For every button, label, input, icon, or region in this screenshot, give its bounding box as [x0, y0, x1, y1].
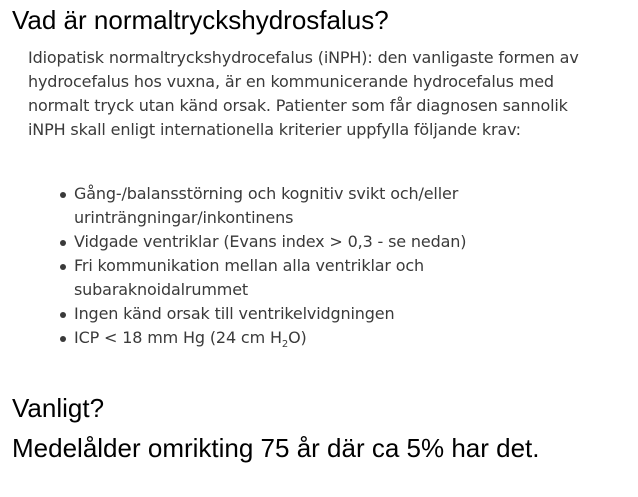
- criteria-item: Ingen känd orsak till ventrikelvidgningen: [40, 302, 600, 326]
- section-heading: Vanligt?: [12, 393, 105, 423]
- criteria-item-icp: [40, 326, 600, 350]
- icp-subscript: 2: [281, 339, 289, 351]
- page-title: Vad är normaltryckshydrosfalus?: [12, 5, 389, 35]
- icp-suffix: O): [288, 328, 307, 347]
- criteria-list: [40, 182, 600, 350]
- criteria-item: Vidgade ventriklar (Evans index > 0,3 - se nedan): [40, 230, 600, 254]
- criteria-item: Gång-/balansstörning och kognitiv svikt och/eller urinträngningar/inkontinens: [40, 182, 600, 230]
- icp-text: ICP < 18 mm Hg (24 cm H: [74, 328, 282, 347]
- definition-paragraph: Idiopatisk normaltryckshydrocefalus (iNPH): den vanligaste formen av hydrocefalus hos vuxna, är en kommunicerande hydrocefalus med normalt tryck utan känd orsak. Patienter som får diagnosen sannolik iNPH skall enligt internationella kriterier uppfylla följande krav:: [28, 48, 579, 139]
- criteria-item: Fri kommunikation mellan alla ventriklar och subaraknoidalrummet: [40, 254, 600, 302]
- section-body: Medelålder omrikting 75 år där ca 5% har det.: [12, 433, 540, 463]
